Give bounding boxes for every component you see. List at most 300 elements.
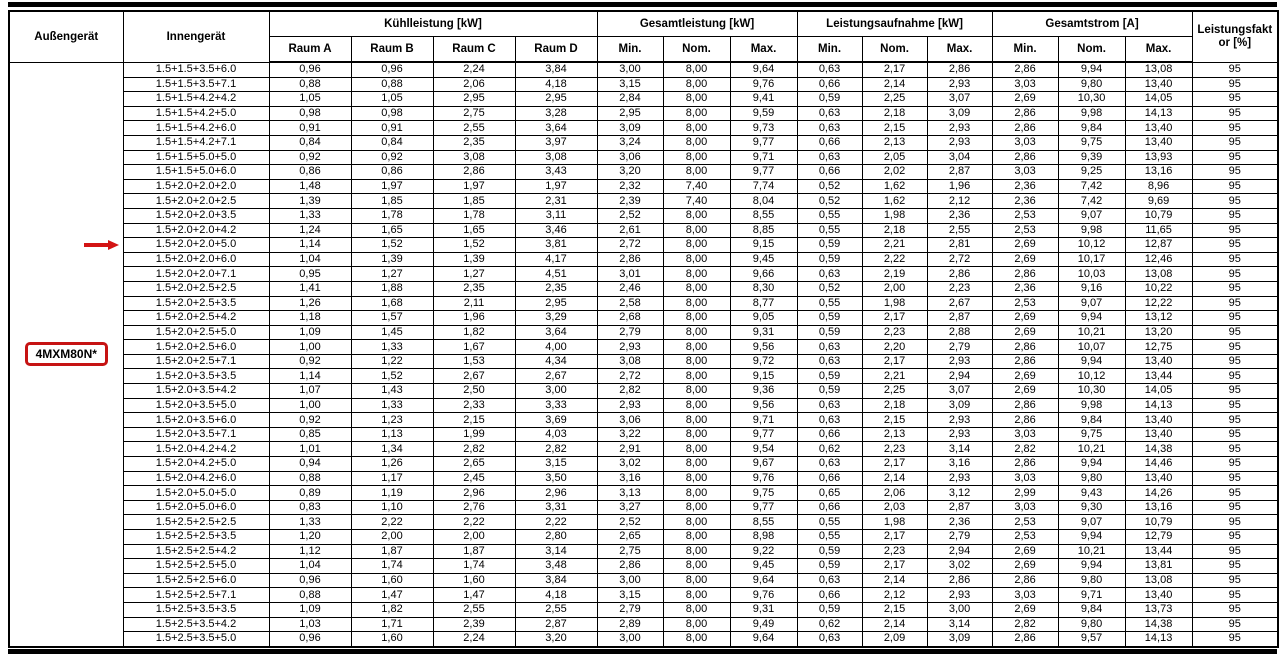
value-cell: 3,24 — [597, 135, 663, 150]
value-cell: 95 — [1192, 486, 1278, 501]
value-cell: 2,53 — [992, 223, 1058, 238]
value-cell: 11,65 — [1125, 223, 1192, 238]
value-cell: 13,08 — [1125, 62, 1192, 77]
value-cell: 8,00 — [663, 92, 730, 107]
value-cell: 95 — [1192, 179, 1278, 194]
value-cell: 95 — [1192, 413, 1278, 428]
header-room-d: Raum D — [515, 37, 597, 63]
value-cell: 2,93 — [927, 135, 992, 150]
table-row — [9, 588, 1278, 603]
value-cell: 8,00 — [663, 617, 730, 632]
value-cell: 0,92 — [269, 413, 351, 428]
indoor-unit-cell: 1.5+2.0+3.5+7.1 — [123, 427, 269, 442]
indoor-unit-cell: 1.5+2.0+2.0+2.5 — [123, 194, 269, 209]
value-cell: 3,08 — [433, 150, 515, 165]
value-cell: 14,05 — [1125, 92, 1192, 107]
value-cell: 0,92 — [269, 354, 351, 369]
header-power-factor — [1192, 11, 1278, 62]
value-cell: 10,17 — [1058, 252, 1125, 267]
value-cell: 3,33 — [515, 398, 597, 413]
value-cell: 2,11 — [433, 296, 515, 311]
table-row — [9, 150, 1278, 165]
table-row — [9, 530, 1278, 545]
value-cell: 95 — [1192, 208, 1278, 223]
value-cell: 0,63 — [797, 121, 862, 136]
value-cell: 0,59 — [797, 238, 862, 253]
value-cell: 9,05 — [730, 311, 797, 326]
value-cell: 1,82 — [433, 325, 515, 340]
table-row — [9, 544, 1278, 559]
value-cell: 2,18 — [862, 106, 927, 121]
value-cell: 2,86 — [992, 632, 1058, 647]
value-cell: 14,05 — [1125, 384, 1192, 399]
value-cell: 8,00 — [663, 354, 730, 369]
value-cell: 2,18 — [862, 398, 927, 413]
value-cell: 0,63 — [797, 106, 862, 121]
value-cell: 2,55 — [433, 602, 515, 617]
indoor-unit-cell: 1.5+2.0+3.5+6.0 — [123, 413, 269, 428]
value-cell: 2,86 — [992, 150, 1058, 165]
value-cell: 1,04 — [269, 252, 351, 267]
table-row — [9, 340, 1278, 355]
value-cell: 1,33 — [269, 208, 351, 223]
value-cell: 9,72 — [730, 354, 797, 369]
value-cell: 9,43 — [1058, 486, 1125, 501]
value-cell: 0,66 — [797, 427, 862, 442]
spec-table — [8, 10, 1279, 648]
value-cell: 2,82 — [992, 617, 1058, 632]
value-cell: 3,15 — [597, 77, 663, 92]
value-cell: 4,18 — [515, 588, 597, 603]
indoor-unit-cell: 1.5+2.0+2.5+7.1 — [123, 354, 269, 369]
value-cell: 0,63 — [797, 340, 862, 355]
value-cell: 2,86 — [927, 573, 992, 588]
value-cell: 1,19 — [351, 486, 433, 501]
value-cell: 13,40 — [1125, 354, 1192, 369]
value-cell: 10,21 — [1058, 325, 1125, 340]
value-cell: 95 — [1192, 325, 1278, 340]
value-cell: 2,69 — [992, 602, 1058, 617]
value-cell: 2,88 — [927, 325, 992, 340]
value-cell: 13,08 — [1125, 267, 1192, 282]
value-cell: 7,40 — [663, 179, 730, 194]
value-cell: 95 — [1192, 62, 1278, 77]
value-cell: 9,45 — [730, 252, 797, 267]
value-cell: 95 — [1192, 500, 1278, 515]
value-cell: 1,05 — [351, 92, 433, 107]
value-cell: 2,53 — [992, 208, 1058, 223]
value-cell: 9,80 — [1058, 573, 1125, 588]
value-cell: 2,46 — [597, 281, 663, 296]
value-cell: 0,59 — [797, 311, 862, 326]
value-cell: 2,15 — [433, 413, 515, 428]
value-cell: 3,15 — [515, 457, 597, 472]
value-cell: 0,95 — [269, 267, 351, 282]
value-cell: 0,63 — [797, 398, 862, 413]
outdoor-unit-cell — [9, 62, 123, 647]
value-cell: 3,00 — [927, 602, 992, 617]
value-cell: 1,97 — [433, 179, 515, 194]
value-cell: 3,06 — [597, 150, 663, 165]
indoor-unit-cell: 1.5+1.5+4.2+4.2 — [123, 92, 269, 107]
value-cell: 2,93 — [927, 354, 992, 369]
table-row — [9, 121, 1278, 136]
value-cell: 9,49 — [730, 617, 797, 632]
value-cell: 2,81 — [927, 238, 992, 253]
value-cell: 0,66 — [797, 471, 862, 486]
value-cell: 2,76 — [433, 500, 515, 515]
value-cell: 2,06 — [862, 486, 927, 501]
value-cell: 0,85 — [269, 427, 351, 442]
value-cell: 3,01 — [597, 267, 663, 282]
value-cell: 14,13 — [1125, 632, 1192, 647]
value-cell: 1,01 — [269, 442, 351, 457]
value-cell: 9,54 — [730, 442, 797, 457]
value-cell: 0,52 — [797, 194, 862, 209]
value-cell: 9,94 — [1058, 62, 1125, 77]
value-cell: 2,22 — [515, 515, 597, 530]
value-cell: 2,82 — [992, 442, 1058, 457]
value-cell: 95 — [1192, 369, 1278, 384]
value-cell: 0,91 — [269, 121, 351, 136]
value-cell: 8,00 — [663, 427, 730, 442]
value-cell: 95 — [1192, 617, 1278, 632]
header-total-capacity-max: Max. — [730, 37, 797, 63]
value-cell: 2,31 — [515, 194, 597, 209]
value-cell: 2,17 — [862, 530, 927, 545]
value-cell: 13,44 — [1125, 369, 1192, 384]
value-cell: 0,66 — [797, 77, 862, 92]
indoor-unit-cell: 1.5+2.5+3.5+3.5 — [123, 602, 269, 617]
value-cell: 2,35 — [515, 281, 597, 296]
value-cell: 1,14 — [269, 369, 351, 384]
value-cell: 13,12 — [1125, 311, 1192, 326]
value-cell: 9,98 — [1058, 398, 1125, 413]
value-cell: 1,99 — [433, 427, 515, 442]
value-cell: 2,25 — [862, 384, 927, 399]
value-cell: 8,00 — [663, 252, 730, 267]
value-cell: 9,64 — [730, 632, 797, 647]
value-cell: 2,87 — [927, 500, 992, 515]
value-cell: 2,86 — [597, 559, 663, 574]
value-cell: 2,86 — [992, 398, 1058, 413]
header-power-input-nom: Nom. — [862, 37, 927, 63]
value-cell: 2,13 — [862, 135, 927, 150]
value-cell: 9,67 — [730, 457, 797, 472]
value-cell: 2,86 — [992, 267, 1058, 282]
value-cell: 2,93 — [927, 121, 992, 136]
value-cell: 0,55 — [797, 515, 862, 530]
value-cell: 1,33 — [351, 340, 433, 355]
value-cell: 2,17 — [862, 457, 927, 472]
value-cell: 8,00 — [663, 442, 730, 457]
value-cell: 1,60 — [351, 632, 433, 647]
table-row — [9, 384, 1278, 399]
table-row — [9, 194, 1278, 209]
value-cell: 10,03 — [1058, 267, 1125, 282]
value-cell: 2,36 — [992, 281, 1058, 296]
value-cell: 2,12 — [862, 588, 927, 603]
value-cell: 4,17 — [515, 252, 597, 267]
indoor-unit-cell: 1.5+1.5+4.2+5.0 — [123, 106, 269, 121]
value-cell: 10,12 — [1058, 238, 1125, 253]
value-cell: 2,53 — [992, 530, 1058, 545]
value-cell: 4,03 — [515, 427, 597, 442]
value-cell: 1,74 — [433, 559, 515, 574]
value-cell: 1,98 — [862, 208, 927, 223]
value-cell: 2,69 — [992, 544, 1058, 559]
value-cell: 9,36 — [730, 384, 797, 399]
value-cell: 0,62 — [797, 442, 862, 457]
value-cell: 1,45 — [351, 325, 433, 340]
value-cell: 3,09 — [927, 106, 992, 121]
value-cell: 1,62 — [862, 194, 927, 209]
value-cell: 8,00 — [663, 165, 730, 180]
indoor-unit-cell: 1.5+1.5+3.5+7.1 — [123, 77, 269, 92]
value-cell: 2,86 — [992, 457, 1058, 472]
header-group-total-capacity: Gesamtleistung [kW] — [597, 11, 797, 37]
value-cell: 1,20 — [269, 530, 351, 545]
value-cell: 13,40 — [1125, 413, 1192, 428]
value-cell: 0,59 — [797, 559, 862, 574]
table-row — [9, 573, 1278, 588]
value-cell: 1,00 — [269, 398, 351, 413]
table-row — [9, 252, 1278, 267]
value-cell: 12,79 — [1125, 530, 1192, 545]
value-cell: 7,40 — [663, 194, 730, 209]
table-row — [9, 500, 1278, 515]
value-cell: 2,72 — [597, 369, 663, 384]
value-cell: 10,21 — [1058, 442, 1125, 457]
value-cell: 3,16 — [597, 471, 663, 486]
value-cell: 2,75 — [433, 106, 515, 121]
value-cell: 9,77 — [730, 135, 797, 150]
value-cell: 3,64 — [515, 325, 597, 340]
value-cell: 1,65 — [433, 223, 515, 238]
value-cell: 95 — [1192, 121, 1278, 136]
value-cell: 0,63 — [797, 354, 862, 369]
value-cell: 3,14 — [927, 617, 992, 632]
value-cell: 2,45 — [433, 471, 515, 486]
value-cell: 10,22 — [1125, 281, 1192, 296]
value-cell: 9,80 — [1058, 77, 1125, 92]
value-cell: 2,61 — [597, 223, 663, 238]
value-cell: 3,29 — [515, 311, 597, 326]
table-row — [9, 354, 1278, 369]
value-cell: 3,03 — [992, 471, 1058, 486]
value-cell: 3,11 — [515, 208, 597, 223]
value-cell: 10,30 — [1058, 92, 1125, 107]
value-cell: 1,57 — [351, 311, 433, 326]
value-cell: 2,94 — [927, 369, 992, 384]
value-cell: 0,83 — [269, 500, 351, 515]
value-cell: 2,55 — [433, 121, 515, 136]
value-cell: 2,52 — [597, 515, 663, 530]
value-cell: 14,13 — [1125, 106, 1192, 121]
value-cell: 13,40 — [1125, 121, 1192, 136]
value-cell: 1,98 — [862, 515, 927, 530]
table-row — [9, 559, 1278, 574]
value-cell: 0,96 — [269, 573, 351, 588]
table-row — [9, 325, 1278, 340]
value-cell: 3,12 — [927, 486, 992, 501]
value-cell: 2,23 — [862, 544, 927, 559]
value-cell: 1,27 — [433, 267, 515, 282]
value-cell: 9,25 — [1058, 165, 1125, 180]
value-cell: 1,04 — [269, 559, 351, 574]
value-cell: 2,79 — [597, 325, 663, 340]
indoor-unit-cell: 1.5+2.0+2.5+4.2 — [123, 311, 269, 326]
indoor-unit-cell: 1.5+2.5+2.5+6.0 — [123, 573, 269, 588]
value-cell: 13,73 — [1125, 602, 1192, 617]
value-cell: 13,81 — [1125, 559, 1192, 574]
value-cell: 95 — [1192, 471, 1278, 486]
value-cell: 0,88 — [269, 471, 351, 486]
value-cell: 2,14 — [862, 617, 927, 632]
value-cell: 8,00 — [663, 530, 730, 545]
value-cell: 1,53 — [433, 354, 515, 369]
value-cell: 13,08 — [1125, 573, 1192, 588]
value-cell: 2,91 — [597, 442, 663, 457]
value-cell: 8,00 — [663, 150, 730, 165]
value-cell: 3,09 — [927, 398, 992, 413]
value-cell: 0,66 — [797, 588, 862, 603]
value-cell: 8,00 — [663, 471, 730, 486]
value-cell: 2,86 — [433, 165, 515, 180]
value-cell: 1,33 — [269, 515, 351, 530]
value-cell: 2,86 — [992, 121, 1058, 136]
value-cell: 2,82 — [515, 442, 597, 457]
header-total-capacity-min: Min. — [597, 37, 663, 63]
table-row — [9, 281, 1278, 296]
value-cell: 2,93 — [927, 413, 992, 428]
value-cell: 1,43 — [351, 384, 433, 399]
value-cell: 2,14 — [862, 471, 927, 486]
value-cell: 8,96 — [1125, 179, 1192, 194]
value-cell: 95 — [1192, 427, 1278, 442]
table-row — [9, 617, 1278, 632]
value-cell: 95 — [1192, 515, 1278, 530]
value-cell: 2,02 — [862, 165, 927, 180]
value-cell: 3,03 — [992, 165, 1058, 180]
value-cell: 2,93 — [927, 427, 992, 442]
value-cell: 95 — [1192, 384, 1278, 399]
value-cell: 1,26 — [269, 296, 351, 311]
value-cell: 95 — [1192, 544, 1278, 559]
value-cell: 0,88 — [269, 588, 351, 603]
value-cell: 9,77 — [730, 500, 797, 515]
value-cell: 1,97 — [515, 179, 597, 194]
value-cell: 13,40 — [1125, 471, 1192, 486]
bottom-rule — [8, 649, 1277, 654]
value-cell: 1,10 — [351, 500, 433, 515]
value-cell: 3,27 — [597, 500, 663, 515]
value-cell: 9,07 — [1058, 296, 1125, 311]
value-cell: 10,07 — [1058, 340, 1125, 355]
indoor-unit-cell: 1.5+1.5+5.0+6.0 — [123, 165, 269, 180]
value-cell: 1,82 — [351, 602, 433, 617]
value-cell: 1,52 — [351, 369, 433, 384]
indoor-unit-cell: 1.5+2.0+2.0+6.0 — [123, 252, 269, 267]
value-cell: 3,02 — [597, 457, 663, 472]
value-cell: 9,84 — [1058, 121, 1125, 136]
value-cell: 2,20 — [862, 340, 927, 355]
value-cell: 0,98 — [269, 106, 351, 121]
value-cell: 3,02 — [927, 559, 992, 574]
value-cell: 2,24 — [433, 62, 515, 77]
value-cell: 2,23 — [862, 442, 927, 457]
value-cell: 2,03 — [862, 500, 927, 515]
table-row — [9, 179, 1278, 194]
value-cell: 3,15 — [597, 588, 663, 603]
value-cell: 2,68 — [597, 311, 663, 326]
value-cell: 2,06 — [433, 77, 515, 92]
value-cell: 14,13 — [1125, 398, 1192, 413]
value-cell: 95 — [1192, 281, 1278, 296]
indoor-unit-cell: 1.5+2.0+2.0+2.0 — [123, 179, 269, 194]
value-cell: 2,67 — [515, 369, 597, 384]
indoor-unit-cell: 1.5+1.5+3.5+6.0 — [123, 62, 269, 77]
value-cell: 14,26 — [1125, 486, 1192, 501]
value-cell: 13,20 — [1125, 325, 1192, 340]
table-row — [9, 398, 1278, 413]
value-cell: 2,05 — [862, 150, 927, 165]
value-cell: 0,59 — [797, 384, 862, 399]
value-cell: 1,33 — [351, 398, 433, 413]
value-cell: 3,46 — [515, 223, 597, 238]
value-cell: 2,86 — [597, 252, 663, 267]
value-cell: 2,72 — [597, 238, 663, 253]
value-cell: 2,87 — [927, 311, 992, 326]
value-cell: 95 — [1192, 77, 1278, 92]
value-cell: 8,00 — [663, 106, 730, 121]
value-cell: 2,25 — [862, 92, 927, 107]
value-cell: 0,86 — [351, 165, 433, 180]
value-cell: 2,86 — [992, 354, 1058, 369]
value-cell: 95 — [1192, 602, 1278, 617]
value-cell: 2,82 — [433, 442, 515, 457]
indoor-unit-cell: 1.5+2.0+3.5+5.0 — [123, 398, 269, 413]
value-cell: 2,95 — [515, 296, 597, 311]
value-cell: 9,07 — [1058, 208, 1125, 223]
value-cell: 0,63 — [797, 150, 862, 165]
value-cell: 1,47 — [433, 588, 515, 603]
value-cell: 2,95 — [433, 92, 515, 107]
indoor-unit-cell: 1.5+2.5+2.5+7.1 — [123, 588, 269, 603]
value-cell: 8,00 — [663, 267, 730, 282]
value-cell: 95 — [1192, 588, 1278, 603]
value-cell: 2,00 — [433, 530, 515, 545]
value-cell: 2,86 — [992, 62, 1058, 77]
value-cell: 3,03 — [992, 588, 1058, 603]
value-cell: 2,53 — [992, 296, 1058, 311]
value-cell: 1,34 — [351, 442, 433, 457]
value-cell: 3,08 — [515, 150, 597, 165]
value-cell: 9,77 — [730, 427, 797, 442]
value-cell: 3,69 — [515, 413, 597, 428]
value-cell: 95 — [1192, 340, 1278, 355]
value-cell: 1,09 — [269, 602, 351, 617]
value-cell: 0,59 — [797, 325, 862, 340]
value-cell: 8,00 — [663, 325, 730, 340]
value-cell: 2,00 — [351, 530, 433, 545]
value-cell: 10,12 — [1058, 369, 1125, 384]
value-cell: 0,62 — [797, 617, 862, 632]
header-total-current-max: Max. — [1125, 37, 1192, 63]
value-cell: 1,00 — [269, 340, 351, 355]
value-cell: 1,26 — [351, 457, 433, 472]
indoor-unit-cell: 1.5+2.0+3.5+3.5 — [123, 369, 269, 384]
